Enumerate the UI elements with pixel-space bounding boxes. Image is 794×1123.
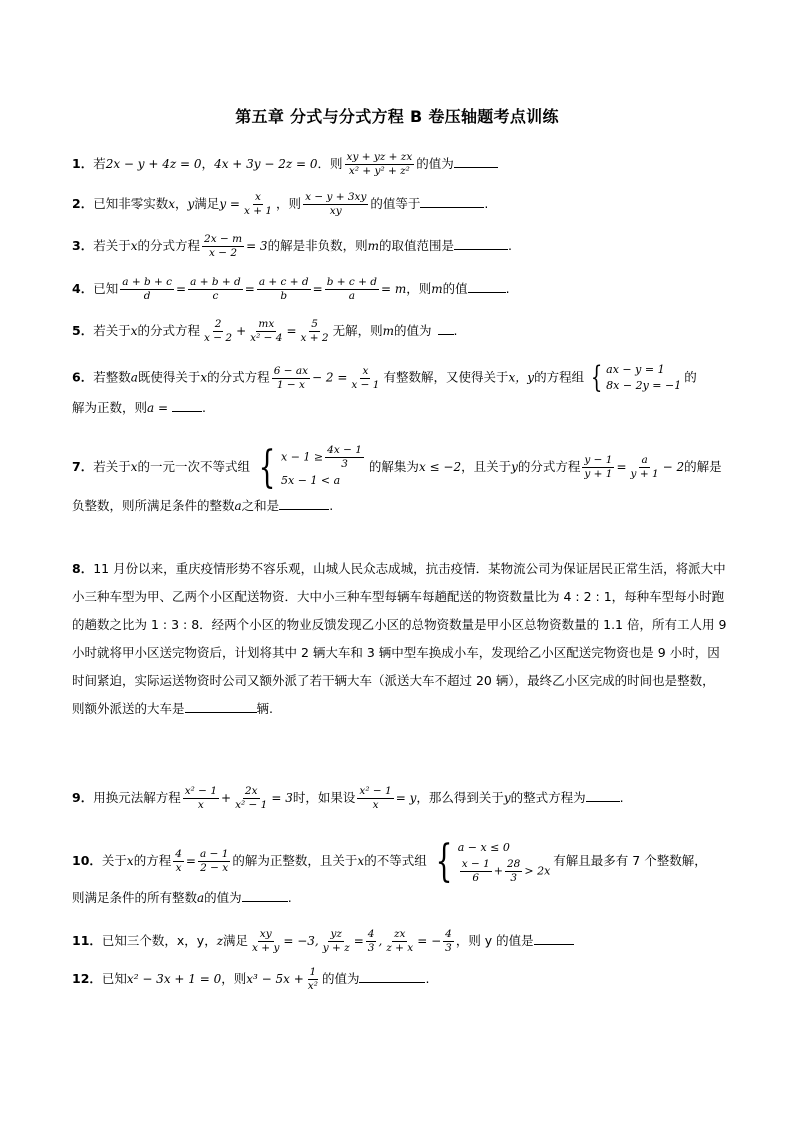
- answer-blank[interactable]: [438, 322, 454, 335]
- question-3: 3．若关于x的分式方程 $\frac{2x - m}{x - 2}$ = 3的解是非负数，则m的取值范围是 .: [72, 233, 512, 259]
- question-7-line-2: 负整数，则所满足条件的整数a之和是 .: [72, 498, 334, 513]
- question-1: 1．若2x − y + 4z = 0，4x + 3y − 2z = 0．则 $\frac{xy + yz + zx}{\text{x² + y² + z²}}$ 的值为: [72, 151, 732, 178]
- question-11: 11．已知三个数，x，y，z满足 $\frac{xy}{x + y}$ = −3, $\frac{yz}{y + z}$ = $\frac{4}{3}$ , $\frac{zx}{z + x}$ = − $\frac{4}{3}$ ，则 y 的值是: [72, 928, 732, 955]
- question-6: 6．若整数a既使得关于x的分式方程 $\frac{6 - ax}{1 - x}$ − 2 = $\frac{x}{x - 1}$ 有整数解，又使得关于x，y的方程组 { ax − y = 1 8x − 2y = −1 的: [72, 360, 697, 395]
- fraction: $\frac{yz}{y + z}$: [322, 928, 350, 954]
- answer-blank[interactable]: [242, 889, 288, 902]
- answer-blank[interactable]: [454, 155, 498, 168]
- fraction: $\frac{a + c + d}{b}$: [258, 276, 309, 302]
- fraction: $\frac{a + b + c}{d}$: [122, 276, 173, 302]
- page-title: 第五章 分式与分式方程 B 卷压轴题考点训练: [235, 107, 559, 126]
- fraction: $\frac{mx}{\text{x² − 4}}$: [250, 318, 283, 344]
- answer-blank[interactable]: [185, 700, 257, 713]
- fraction: $\frac{2x - m}{x - 2}$: [204, 233, 243, 259]
- fraction: $\frac{x}{x - 1}$: [351, 364, 380, 391]
- fraction: $\frac{a - 1}{2 - x}$: [199, 848, 229, 874]
- fraction: $\frac{a + b + d}{c}$: [190, 276, 241, 302]
- fraction: $\frac{2x}{\text{x² − 1}}$: [235, 785, 268, 811]
- fraction: $\frac{4}{3}$: [367, 928, 375, 954]
- answer-blank[interactable]: [468, 280, 506, 293]
- question-6-line-2: 解为正数，则a = .: [72, 400, 207, 415]
- question-9: 9．用换元法解方程 $\frac{\text{x² − 1}}{x}$ + $\frac{2x}{\text{x² − 1}}$ = 3时，如果设 $\frac{\text{x² − 1}}{x}$ = y，那么得到关于y的整式方程为 .: [72, 785, 624, 811]
- fraction: $\frac{4}{x}$: [175, 848, 182, 874]
- fraction: $\frac{\text{x² − 1}}{x}$: [184, 785, 218, 811]
- answer-blank[interactable]: [279, 497, 329, 510]
- fraction: $\frac{\text{x² − 1}}{x}$: [359, 785, 392, 811]
- question-5: 5．若关于x的分式方程 $\frac{2}{x - 2}$ + $\frac{mx}{\text{x² − 4}}$ = $\frac{5}{x + 2}$ 无解，则m的值为 .: [72, 318, 458, 344]
- fraction: $\frac{1}{\text{x²}}$: [307, 966, 318, 992]
- question-12: 12．已知x² − 3x + 1 = 0，则x³ − 5x + $\frac{1}{\text{x²}}$ 的值为 .: [72, 966, 430, 992]
- question-8: 8．11 月份以来，重庆疫情形势不容乐观，山城人民众志成城，抗击疫情．某物流公司为保证居民正常生活，将派大中小三种车型为甲、乙两个小区配送物资．大中小三种车型每辆车每趟配送的物资数量比为 4 : 2 : 1，每种车型每小时跑的趟数之比为 1 : 3 : 8．经两个小区的物业反馈发现乙小区的总物资数量是甲小区总物资数量的 1.1 倍，所有工人用 9 小时就将甲小区送完物资后，计划将其中 2 辆大车和 3 辆中型车换成小车，发现给乙小区配送完物资也是 9 小时，因时间紧迫，实际运送物资时公司又额外派了若干辆大车（派送大车不超过 20 辆），最终乙小区完成的时间也是整数，则额外派送的大车是 辆.: [72, 561, 727, 716]
- inequality-system: { a − x ≤ 0 $\frac{x - 1}{6}$ + $\frac{28}{3}$ > 2x: [435, 835, 551, 887]
- fraction: $\frac{xy + yz + zx}{\text{x² + y² + z²}}$: [346, 151, 413, 177]
- fraction: $\frac{x - y + 3xy}{xy}$: [305, 191, 367, 217]
- question-7: 7．若关于x的一元一次不等式组 { x − 1 ≥ $\frac{4x - 1}{3}$ 5x − 1 < a 的解集为x ≤ −2，且关于y的分式方程 $\frac{y - 1}{y + 1}$ = $\frac{a}{y + 1}$ − 2的解是: [72, 441, 722, 493]
- fraction: $\frac{6 - ax}{1 - x}$: [273, 364, 309, 391]
- answer-blank[interactable]: [586, 789, 620, 802]
- answer-blank[interactable]: [534, 932, 574, 945]
- fraction: $\frac{2}{x - 2}$: [204, 318, 233, 344]
- fraction: $\frac{zx}{z + x}$: [386, 928, 414, 954]
- fraction: $\frac{5}{x + 2}$: [300, 318, 329, 344]
- fraction: $\frac{b + c + d}{a}$: [326, 276, 377, 302]
- fraction: $\frac{a}{y + 1}$: [630, 454, 659, 480]
- answer-blank[interactable]: [172, 399, 202, 412]
- question-2: 2．已知非零实数x，y满足y = $\frac{x}{x + 1}$ ，则 $\frac{x - y + 3xy}{xy}$ 的值等于 .: [72, 191, 489, 217]
- fraction: $\frac{y - 1}{y + 1}$: [584, 454, 613, 480]
- answer-blank[interactable]: [420, 195, 484, 208]
- fraction: $\frac{x}{x + 1}$: [243, 191, 273, 217]
- question-10: 10．关于x的方程 $\frac{4}{x}$ = $\frac{a - 1}{2 - x}$ 的解为正整数，且关于x的不等式组 { a − x ≤ 0 $\frac{x - 1}{6}$ + $\frac{28}{3}$ > 2x 有解且最多有 7 个整数解，: [72, 835, 707, 887]
- answer-blank[interactable]: [454, 237, 508, 250]
- question-4: 4．已知 $\frac{a + b + c}{d}$ = $\frac{a + b + d}{c}$ = $\frac{a + c + d}{b}$ = $\frac{b + c + d}{a}$ = m，则m的值 .: [72, 276, 510, 302]
- answer-blank[interactable]: [359, 970, 425, 983]
- equation-system: { ax − y = 1 8x − 2y = −1: [590, 360, 682, 395]
- fraction: $\frac{4}{3}$: [445, 928, 452, 954]
- inequality-system: { x − 1 ≥ $\frac{4x - 1}{3}$ 5x − 1 < a: [258, 441, 362, 493]
- fraction: $\frac{xy}{x + y}$: [252, 928, 280, 954]
- question-10-line-2: 则满足条件的所有整数a的值为 .: [72, 890, 292, 905]
